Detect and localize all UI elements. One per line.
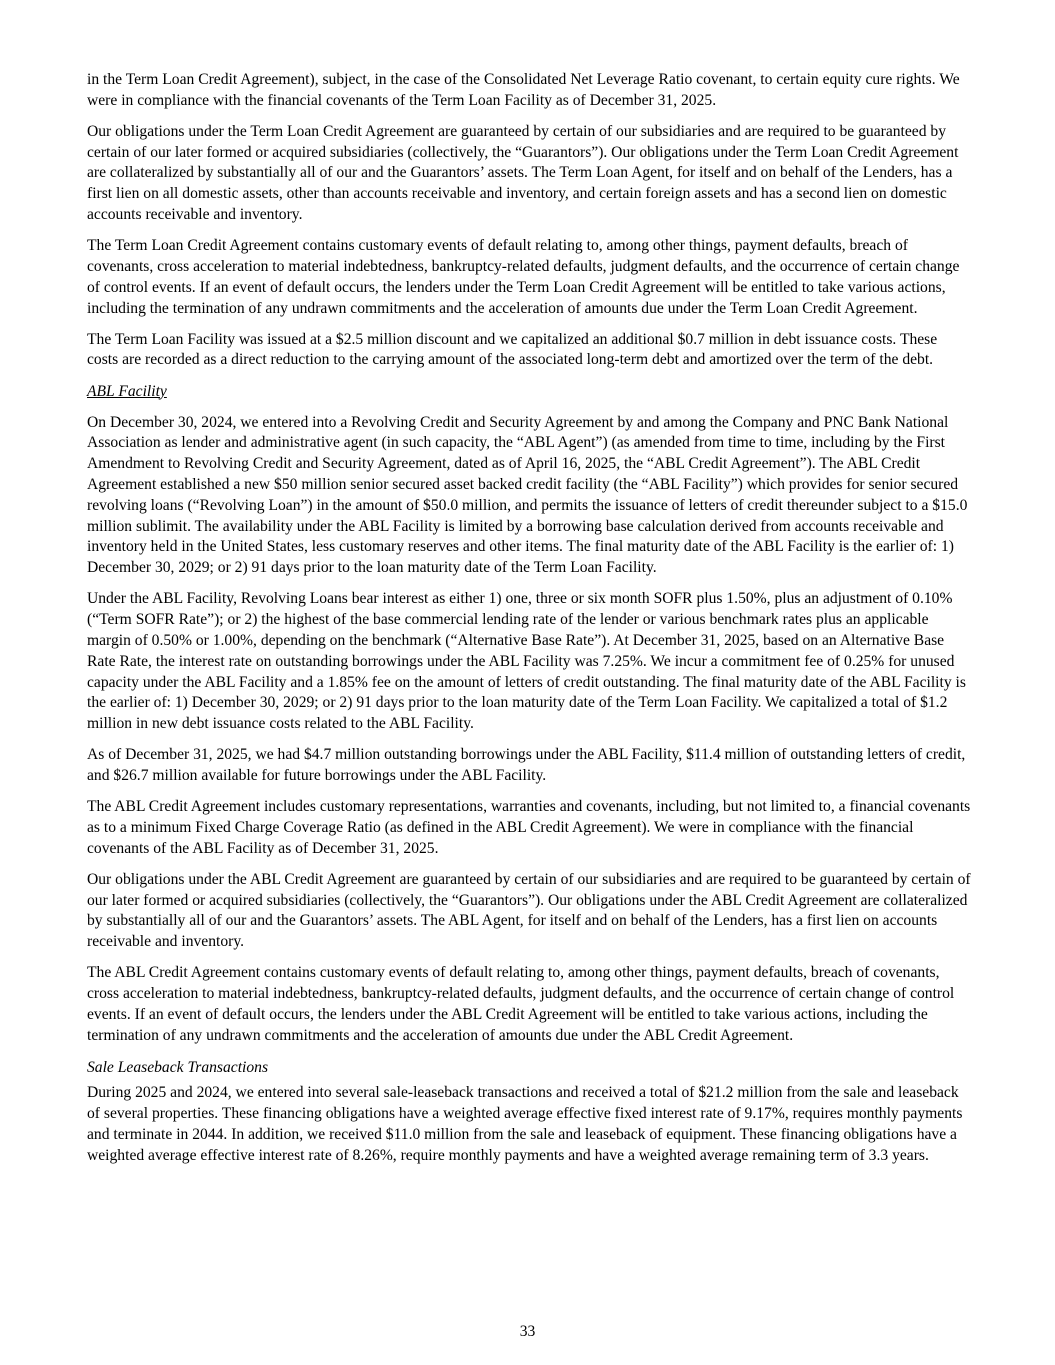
page-number: 33 [519,1323,536,1340]
paragraph-term-loan-covenants: in the Term Loan Credit Agreement), subject, in the case of the Consolidated Net Leverage Ratio covenant, to certain equity cure rights. We were in compliance with the financial covenants of the Term Loan Facility as of December 31, 2025. [87,71,960,109]
paragraph-abl-agreement: On December 30, 2024, we entered into a Revolving Credit and Security Agreement by and among the Company and PNC Bank National Association as lender and administrative agent (in such capacity, the “ABL Agent”) (as amended from time to time, including by the First Amendment to Revolving Credit and Security Agreement, dated as of April 16, 2025, the “ABL Credit Agreement”). The ABL Credit Agreement established a new $50 million senior secured asset backed credit facility (the “ABL Facility”) which provides for senior secured revolving loans (“Revolving Loan”) in the amount of $50.0 million, and permits the issuance of letters of credit thereunder subject to a $15.0 million sublimit. The availability under the ABL Facility is limited by a borrowing base calculation derived from accounts receivable and inventory held in the United States, less customary reserves and other items. The final maturity date of the ABL Facility is the earlier of: 1) December 30, 2029; or 2) 91 days prior to the loan maturity date of the Term Loan Facility. [87,413,968,577]
paragraph-abl-default: The ABL Credit Agreement contains customary events of default relating to, among other things, payment defaults, breach of covenants, cross acceleration to material indebtedness, bankruptcy-related defaults, judgment defaults, and the occurrence of certain change of control events. If an event of default occurs, the lenders under the ABL Credit Agreement will be entitled to take various actions, including the termination of any undrawn commitments and the acceleration of amounts due under the ABL Credit Agreement. [87,964,955,1044]
paragraph-sale-leaseback: During 2025 and 2024, we entered into several sale-leaseback transactions and received a total of $21.2 million from the sale and leaseback of several properties. These financing obligations have a weighted average effective fixed interest rate of 9.17%, requires monthly payments and terminate in 2044. In addition, we received $11.0 million from the sale and leaseback of equipment. These financing obligations have a weighted average effective interest rate of 8.26%, require monthly payments and have a weighted average remaining term of 3.3 years. [87,1084,963,1164]
paragraph-abl-interest: Under the ABL Facility, Revolving Loans bear interest as either 1) one, three or six month SOFR plus 1.50%, plus an adjustment of 0.10% (“Term SOFR Rate”); or 2) the highest of the base commercial lending rate of the lender or various benchmark rates plus an applicable margin of 0.50% or 1.00%, depending on the benchmark (“Alternative Base Rate”). At December 31, 2025, based on an Alternative Base Rate Rate, the interest rate on outstanding borrowings under the ABL Facility was 7.25%. We incur a commitment fee of 0.25% for unused capacity under the ABL Facility and a 1.85% fee on the amount of letters of credit outstanding. The final maturity date of the ABL Facility is the earlier of: 1) December 30, 2029; or 2) 91 days prior to the loan maturity date of the Term Loan Facility. We capitalized a total of $1.2 million in new debt issuance costs related to the ABL Facility. [87,590,966,733]
paragraph-abl-covenants: The ABL Credit Agreement includes customary representations, warranties and covenants, including, but not limited to, a financial covenants as to a minimum Fixed Charge Coverage Ratio (as defined in the ABL Credit Agreement). We were in compliance with the financial covenants of the ABL Facility as of December 31, 2025. [87,798,971,857]
paragraph-abl-guarantors: Our obligations under the ABL Credit Agreement are guaranteed by certain of our subsidiaries and are required to be guaranteed by certain of our later formed or acquired subsidiaries (collectively, the “Guarantors”). Our obligations under the ABL Credit Agreement are collateralized by substantially all of our and the Guarantors’ assets. The ABL Agent, for itself and on behalf of the Lenders, has a first lien on accounts receivable and inventory. [87,870,971,951]
paragraph-term-loan-guarantors: Our obligations under the Term Loan Credit Agreement are guaranteed by certain of our subsidiaries and are required to be guaranteed by certain of our later formed or acquired subsidiaries (collectively, the “Guarantors”). Our obligations under the Term Loan Credit Agreement are collateralized by substantially all of our and the Guarantors’ assets. The Term Loan Agent, for itself and on behalf of the Lenders, has a first lien on all domestic assets, other than accounts receivable and inventory, and certain foreign assets and has a second lien on domestic accounts receivable and inventory. [87,122,959,224]
document-page [87,70,971,1177]
paragraph-term-loan-default: The Term Loan Credit Agreement contains customary events of default relating to, among other things, payment defaults, breach of covenants, cross acceleration to material indebtedness, bankruptcy-related defaults, judgment defaults, and the occurrence of certain change of control events. If an event of default occurs, the lenders under the Term Loan Credit Agreement will be entitled to take various actions, including the termination of any undrawn commitments and the acceleration of amounts due under the Term Loan Credit Agreement. [87,237,960,317]
section-heading-abl-facility: ABL Facility [87,382,167,400]
paragraph-abl-borrowings: As of December 31, 2025, we had $4.7 million outstanding borrowings under the ABL Facility, $11.4 million of outstanding letters of credit, and $26.7 million available for future borrowings under the ABL Facility. [87,746,966,784]
paragraph-term-loan-discount: The Term Loan Facility was issued at a $2.5 million discount and we capitalized an additional $0.7 million in debt issuance costs. These costs are recorded as a direct reduction to the carrying amount of the associated long-term debt and amortized over the term of the debt. [87,330,938,369]
section-heading-sale-leaseback: Sale Leaseback Transactions [87,1059,269,1077]
